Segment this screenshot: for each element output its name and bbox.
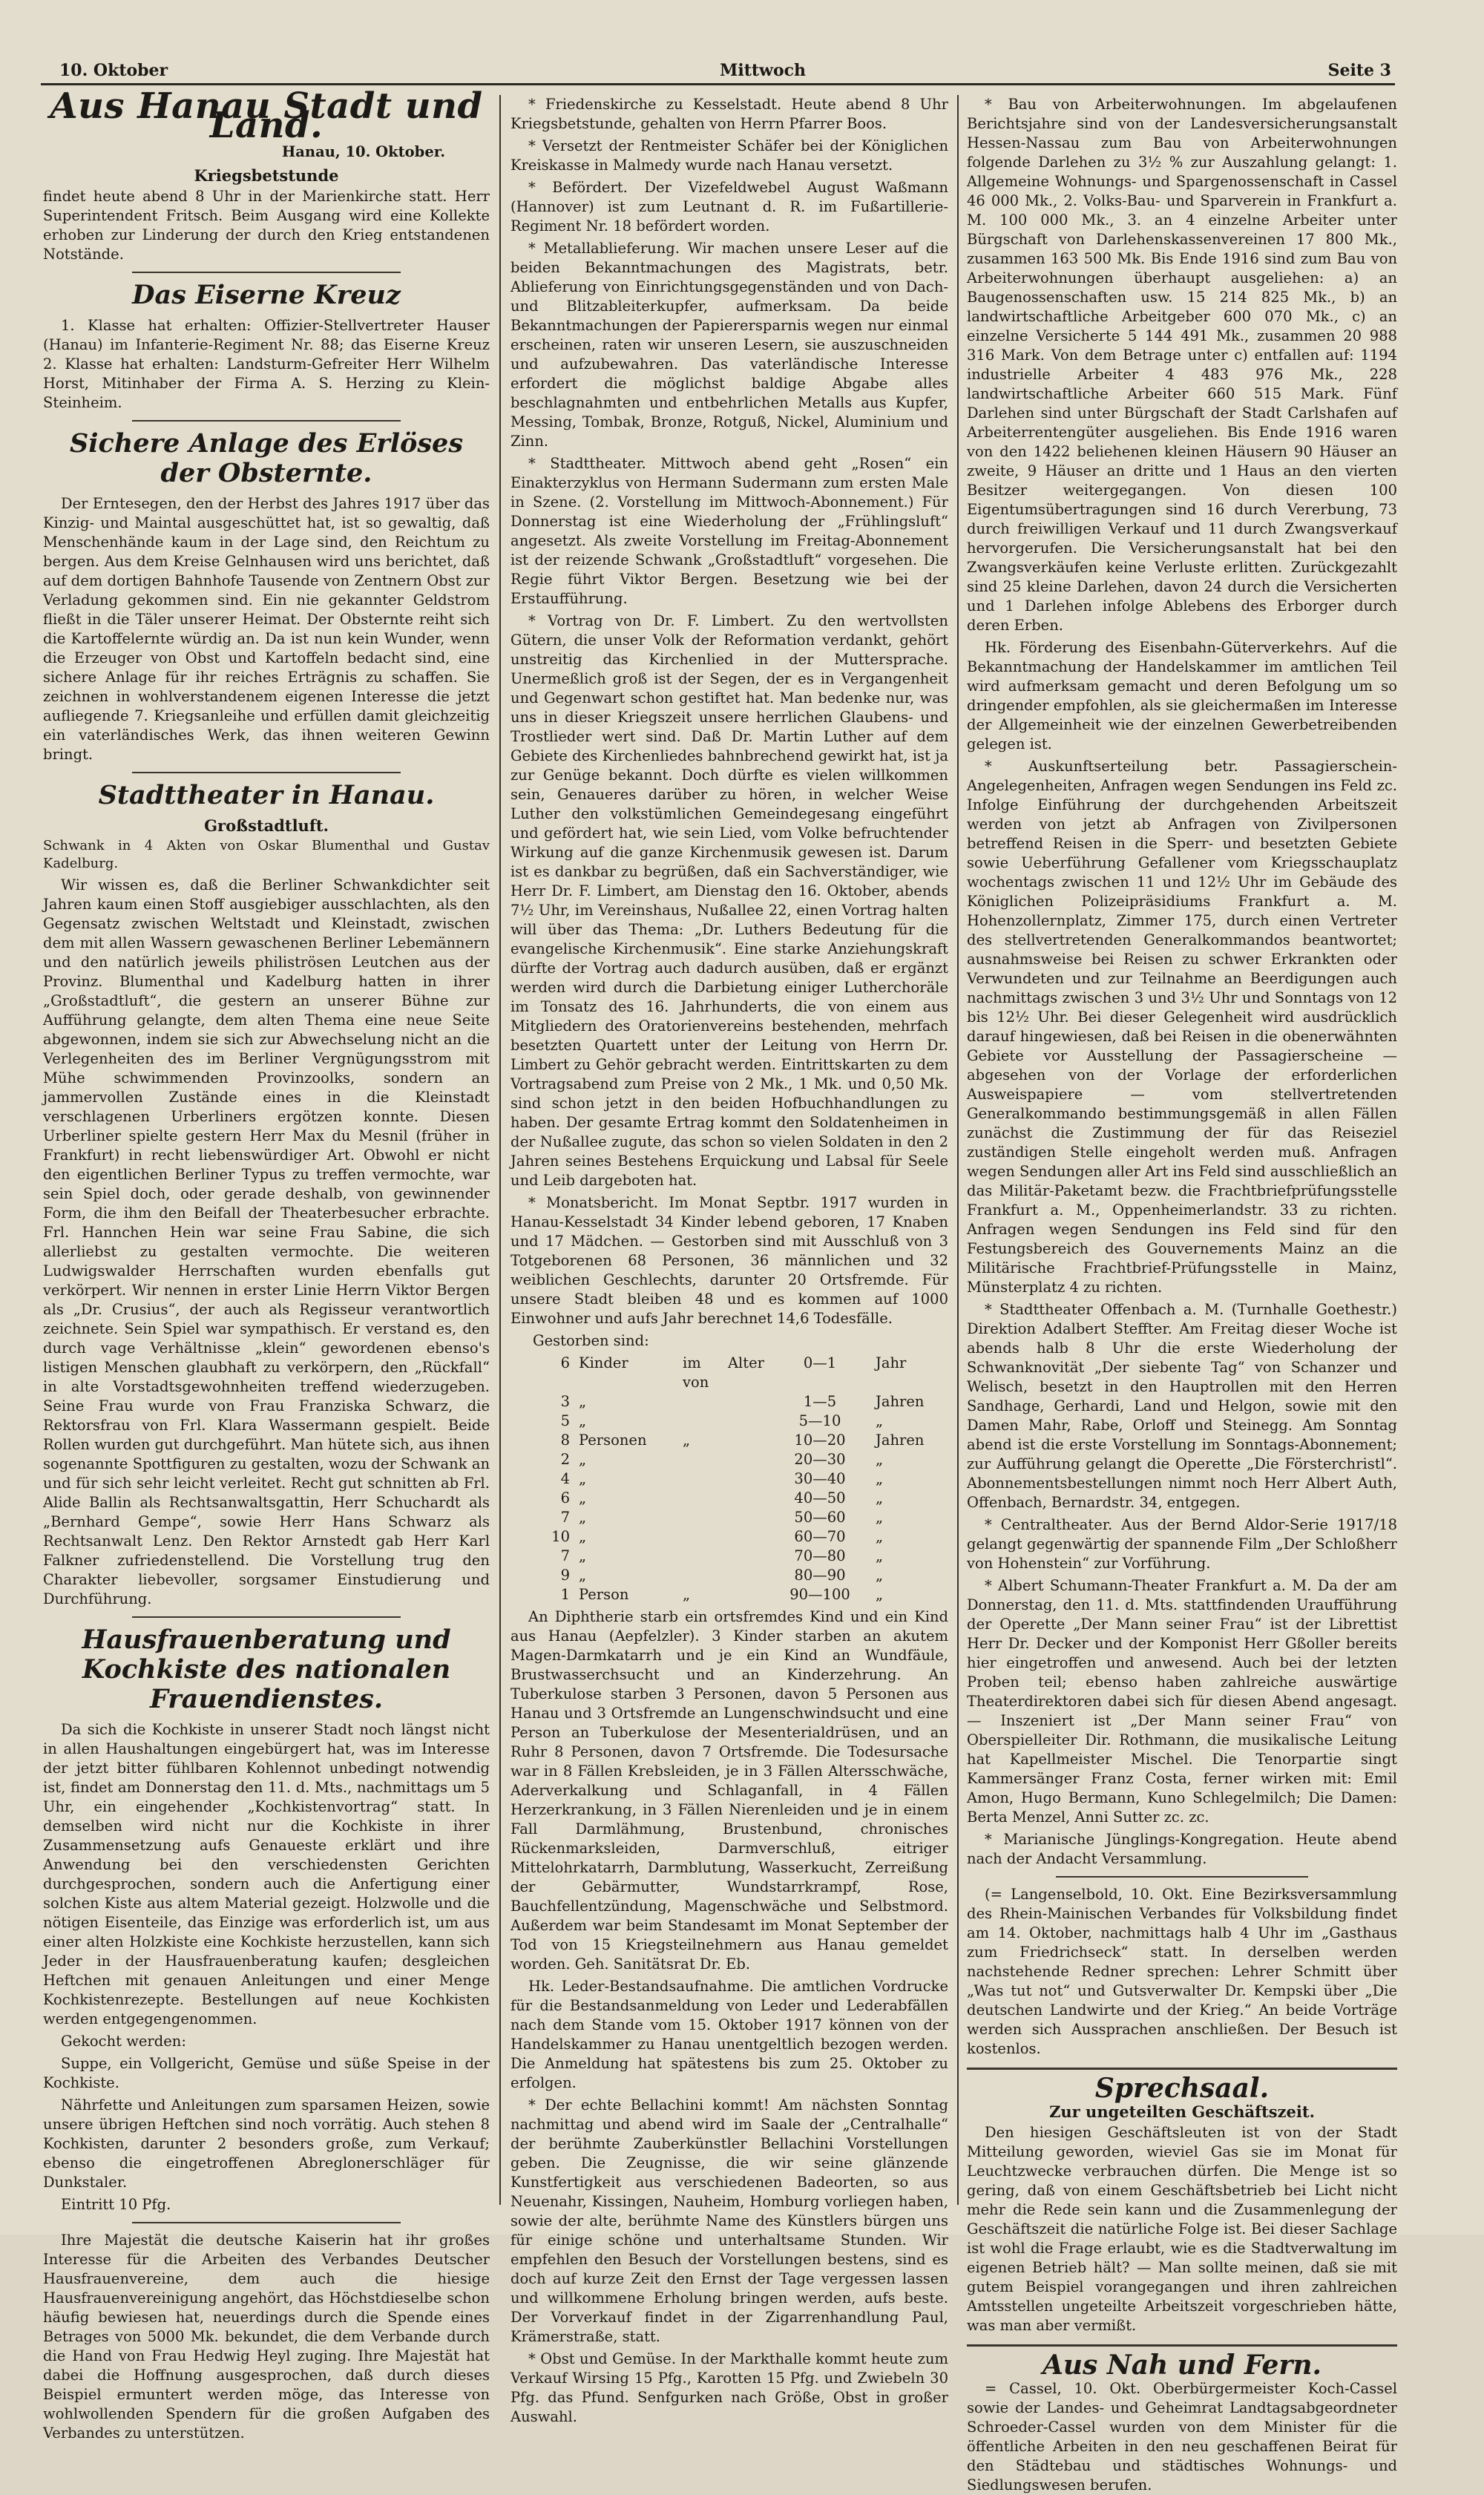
separator bbox=[132, 1616, 401, 1618]
mortality-row bbox=[533, 1566, 948, 1585]
kochkiste-heading: Hausfrauenberatung und Kochkiste des nationalen Frauendienstes. bbox=[82, 1624, 451, 1714]
stats-heading: Gestorben sind: bbox=[533, 1332, 649, 1349]
separator bbox=[132, 2222, 401, 2223]
mortality-cell: 6 bbox=[560, 1354, 570, 1371]
passagierschein-note: * Auskunftserteilung betr. Passagierschein-Angelegenheiten, Anfragen wegen Sendungen ins Feld zc. Infolge Einführung der durchgehenden Arbeitszeit werden von jetzt ab Anfragen von Zivilpersonen betreffend Reisen in die Sperr- und besetzten Gebiete sowie Ueberführung Gefallener vom Kriegsschauplatz wochentags zwischen 11 und 12½ Uhr im Gebäude des Königlichen Polizeipräsidiums Frankfurt a. M. Hohenzollernplatz, Zimmer 175, durch einen Vertreter des stellvertretenden Generalkommandos beantwortet; ausnahmsweise bei Reisen zu schwer Erkrankten oder Verwundeten und zur Teilnahme an Beerdigungen auch nachmittags zwischen 3 und 3½ Uhr und Sonntags von 12 bis 12½ Uhr. Bei dieser Gelegenheit wird ausdrücklich darauf hingewiesen, daß bei Reisen in die obenerwähnten Gebiete vor Ausstellung der Passagierscheine — abgesehen von der Vorlage der erforderlichen Ausweispapiere — vom stellvertretenden Generalkommando bestimmungsgemäß in allen Fällen zunächst die Zustimmung der für das Reiseziel zuständigen Stelle eingeholt werden muß. Anfragen wegen Sendungen aller Art ins Feld sind ausschließlich an das Militär-Paketamt bezw. die Frachtbriefprüfungsstelle Frankfurt a. M., Oppenheimerlandstr. 33 zu richten. Anfragen wegen Sendungen ins Feld sind für den Festungsbereich des Gouvernements Mainz an die Militärische Frachtbrief-Prüfungsstelle in Mainz, Münsterplatz 4 zu richten. bbox=[967, 758, 1397, 1296]
mortality-cell: 90—100 bbox=[789, 1586, 850, 1603]
stadttheater-note: * Stadttheater. Mittwoch abend geht „Rosen“ ein Einakterzyklus von Hermann Sudermann zum ersten Male in Szene. (2. Vorstellung im Mittwoch-Abonnement.) Für Donnerstag ist eine Wiederholung der „Frühlingsluft“ angesetzt. Als zweite Vorstellung im Freitag-Abonnement ist der reizende Schwank „Großstadtluft“ vorgesehen. Die Regie führt Viktor Bergen. Besetzung wie bei der Erstaufführung. bbox=[510, 455, 948, 607]
mortality-cell: „ bbox=[876, 1412, 884, 1429]
mortality-cell: 1 bbox=[560, 1586, 570, 1603]
column-1 bbox=[43, 85, 490, 2442]
mortality-cell: 9 bbox=[560, 1567, 570, 1584]
separator bbox=[967, 2344, 1397, 2347]
mortality-cell: „ bbox=[876, 1567, 884, 1584]
sprechsaal-heading: Sprechsaal. bbox=[1094, 2073, 1270, 2104]
mortality-cell: „ bbox=[579, 1470, 587, 1487]
nah-fern-text: = Cassel, 10. Okt. Oberbürgermeister Koch-Cassel sowie der Landes- und Geheimrat Landtagsabgeordneter Schroeder-Cassel wurden von dem Minister für die öffentliche Arbeiten in den neu geschaffenen Beirat für den Städtebau und städtisches Wohnungs- und Siedlungswesen berufen. bbox=[967, 2380, 1397, 2494]
mortality-cell: 50—60 bbox=[794, 1509, 846, 1526]
mortality-cell: „ bbox=[876, 1451, 884, 1468]
mortality-row bbox=[533, 1354, 948, 1392]
stadttheater-subtitle: Großstadtluft. bbox=[204, 816, 329, 835]
mortality-cell: 60—70 bbox=[794, 1528, 846, 1545]
mortality-cell: „ bbox=[579, 1509, 587, 1526]
mortality-cell: „ bbox=[579, 1489, 587, 1506]
mortality-cell bbox=[683, 1527, 764, 1547]
section-title-hanau: Aus Hanau Stadt und Land. bbox=[50, 85, 483, 146]
kongregation-note: * Marianische Jünglings-Kongregation. Heute abend nach der Andacht Versammlung. bbox=[967, 1831, 1397, 1867]
kochkiste-text-5: Eintritt 10 Pfg. bbox=[61, 2196, 171, 2213]
mortality-cell: 4 bbox=[560, 1470, 570, 1487]
befoerdert-note: * Befördert. Der Vizefeldwebel August Waßmann (Hannover) ist zum Leutnant d. R. im Fußartillerie-Regiment Nr. 18 befördert worden. bbox=[510, 179, 948, 235]
mortality-cell: „ bbox=[579, 1412, 587, 1429]
mortality-cell: Jahren bbox=[876, 1432, 925, 1449]
mortality-cell: 10—20 bbox=[794, 1432, 846, 1449]
mortality-cell: 5—10 bbox=[798, 1412, 841, 1429]
mortality-cell: „ bbox=[876, 1489, 884, 1506]
bellachini-note: * Der echte Bellachini kommt! Am nächsten Sonntag nachmittag und abend wird im Saale der „Centralhalle“ der berühmte Zauberkünstler Bellachini Vorstellungen geben. Die Zeugnisse, die wir seine glänzende Kunstfertigkeit aus verschiedenen Badeorten, so aus Neuenahr, Kissingen, Nauheim, Homburg vorliegen haben, sowie der alte, berühmte Name des Künstlers bürgen uns für einige schöne und unterhaltsame Stunden. Wir empfehlen den Besuch der Vorstellungen bestens, sind es doch auf kurze Zeit den Ernst der Tage vergessen lassen und willkommene Erholung bringen werden, aufs beste. Der Vorverkauf findet in der Zigarrenhandlung Paul, Krämerstraße, statt. bbox=[510, 2096, 948, 2345]
separator bbox=[132, 272, 401, 273]
separator bbox=[967, 2068, 1397, 2070]
langenselbold-note: (= Langenselbold, 10. Okt. Eine Bezirksversammlung des Rhein-Mainischen Verbandes für Volksbildung findet am 14. Oktober, nachmittags halb 4 Uhr im „Gasthaus zum Friedrichseck“ statt. In derselben werden nachstehende Redner sprechen: Lehrer Schmitt über „Was tut not“ und Gutsverwalter Dr. Kempski über „Die deutschen Landwirte und der Krieg.“ An beide Vorträge werden sich Aussprachen anschließen. Der Besuch ist kostenlos. bbox=[967, 1886, 1397, 2057]
mortality-cell: „ bbox=[876, 1586, 884, 1603]
mortality-row bbox=[533, 1450, 948, 1469]
gueterverkehr-note: Hk. Förderung des Eisenbahn-Güterverkehrs. Auf die Bekanntmachung der Handelskammer im amtlichen Teil wird aufmerksam gemacht und deren Befolgung um so dringender empfohlen, als sie gleichermaßen im Interesse der Allgemeinheit wie der einzelnen Gewerbetreibenden gelegen ist. bbox=[967, 639, 1397, 753]
mortality-row bbox=[533, 1469, 948, 1489]
friedenskirche-note: * Friedenskirche zu Kesselstadt. Heute abend 8 Uhr Kriegsbetstunde, gehalten von Herrn Pfarrer Boos. bbox=[510, 96, 948, 132]
mortality-row bbox=[533, 1412, 948, 1431]
kaiserin-text: Ihre Majestät die deutsche Kaiserin hat ihr großes Interesse für die Arbeiten des Verbandes Deutscher Hausfrauenvereine, dem auch die hiesige Hausfrauenvereinigung angehört, das Höchstdieselbe schon häufig bewiesen hat, neuerdings durch die Spende eines Betrages von 5000 Mk. bekundet, die dem Verbande durch die Hand von Frau Hedwig Heyl zuging. Ihre Majestät hat dabei die Hoffnung ausgesprochen, daß durch dieses Beispiel ermuntert werden möge, das Interesse von wohlwollenden Spendern für die großen Aufgaben des Verbandes zu unterstützen. bbox=[43, 2232, 490, 2442]
eisernes-kreuz-text: 1. Klasse hat erhalten: Offizier-Stellvertreter Hauser (Hanau) im Infanterie-Regiment Nr. 88; das Eiserne Kreuz 2. Klasse hat erhalten: Landsturm-Gefreiter Herr Wilhelm Horst, Mitinhaber der Firma A. S. Herzing zu Klein-Steinheim. bbox=[43, 317, 490, 411]
mortality-cell: 5 bbox=[560, 1412, 570, 1429]
mortality-cell: 2 bbox=[560, 1451, 570, 1468]
mortality-cell: „ bbox=[579, 1547, 587, 1564]
obsternte-text: Der Erntesegen, den der Herbst des Jahres 1917 über das Kinzig- und Maintal ausgeschüttet hat, ist so gewaltig, daß Menschenhände kaum in der Lage sind, den Reichtum zu bergen. Aus dem Kreise Gelnhausen wird uns berichtet, daß auf dem dortigen Bahnhofe Tausende von Zentnern Obst zur Verladung gekommen sind. Ein nie gekannter Geldstrom fließt in die Täler unserer Heimat. Der Obsternte reiht sich die Kartoffelernte würdig an. Da ist nun kein Wunder, wenn die Erzeuger von Obst und Kartoffeln bedacht sind, eine sichere Anlage für ihr reiches Erträgnis zu schaffen. Sie zeichnen in wohlverstandenem eigenen Interesse die jetzt aufliegende 7. Kriegsanleihe und erfüllen damit gleichzeitig ein vaterländisches Werk, das ihnen weiteren Gewinn bringt. bbox=[43, 495, 490, 763]
mortality-row bbox=[533, 1431, 948, 1450]
mortality-cell: „ bbox=[579, 1567, 587, 1584]
mortality-cell: Personen bbox=[579, 1432, 647, 1449]
mortality-cell: 80—90 bbox=[794, 1567, 846, 1584]
nah-fern-heading: Aus Nah und Fern. bbox=[1042, 2350, 1322, 2381]
mortality-cell: Jahren bbox=[876, 1393, 925, 1410]
kochkiste-text-4: Nährfette und Anleitungen zum sparsamen Heizen, sowie unsere übrigen Heftchen sind noch vorrätig. Auch stehen 8 Kochkisten, darunter 2 besonders große, zum Verkauf; ebenso die eingetroffenen Abreglonerschläger für Dunkstaler. bbox=[43, 2096, 490, 2191]
page-header bbox=[59, 61, 1391, 80]
kriegsbetstunde-heading: Kriegsbetstunde bbox=[194, 166, 339, 185]
mortality-cell bbox=[683, 1489, 764, 1508]
mortality-cell: „ bbox=[579, 1528, 587, 1545]
mortality-row bbox=[533, 1527, 948, 1547]
mortality-cell: Kinder bbox=[579, 1354, 628, 1371]
header-page-number: Seite 3 bbox=[1327, 61, 1391, 80]
mortality-cell: 30—40 bbox=[794, 1470, 846, 1487]
mortality-cell: 40—50 bbox=[794, 1489, 846, 1506]
mortality-row bbox=[533, 1489, 948, 1508]
mortality-row bbox=[533, 1392, 948, 1412]
vortrag-limbert-note: * Vortrag von Dr. F. Limbert. Zu den wertvollsten Gütern, die unser Volk der Reformation verdankt, gehört unstreitig das Kirchenlied in der Muttersprache. Unermeßlich groß ist der Segen, der es in Vergangenheit und Gegenwart schon gestiftet hat. Man bedenke nur, was uns in dieser Kriegszeit unsere herrlichen Glaubens- und Trostlieder wert sind. Daß Dr. Martin Luther auf dem Gebiete des Kirchenliedes bahnbrechend gewirkt hat, ist ja zur Genüge bekannt. Doch dürfte es vielen willkommen sein, Genaueres darüber zu hören, in welcher Weise Luther den volkstümlichen Gemeindegesang eingeführt und gefördert hat, wie sein Lied, vom Volke befruchtender Wirkung auf die ganze Kirchenmusik gewesen ist. Darum ist es dankbar zu begrüßen, daß ein Sachverständiger, wie Herr Dr. F. Limbert, am Dienstag den 16. Oktober, abends 7½ Uhr, im Vereinshaus, Nußallee 22, einen Vortrag halten will über das Thema: „Dr. Luthers Bedeutung für die evangelische Kirchenmusik“. Eine starke Anziehungskraft dürfte der Vortrag auch dadurch ausüben, daß er ergänzt werden wird durch die Darbietung einiger Lutherchoräle im Tonsatz des 16. Jahrhunderts, die von einem aus Mitgliedern des Oratorienvereins bestehenden, mehrfach besetzten Quartett unter der Leitung von Herrn Dr. Limbert zu Gehör gebracht werden. Eintrittskarten zu dem Vortragsabend zum Preise von 2 Mk., 1 Mk. und 0,50 Mk. sind schon jetzt in den beiden Hofbuchhandlungen zu haben. Der gesamte Ertrag kommt den Soldatenheimen in der Nußallee zugute, das schon so vielen Soldaten in den 2 Jahren seines Bestehens Erquickung und Labsal für Seele und Leib dargeboten hat. bbox=[510, 612, 948, 1189]
header-date: 10. Oktober bbox=[59, 61, 168, 80]
mortality-cell bbox=[683, 1508, 764, 1527]
column-2 bbox=[510, 95, 948, 2425]
stadttheater-byline: Schwank in 4 Akten von Oskar Blumenthal und Gustav Kadelburg. bbox=[43, 838, 490, 871]
mortality-cell: 7 bbox=[560, 1509, 570, 1526]
separator bbox=[132, 772, 401, 773]
dateline: Hanau, 10. Oktober. bbox=[281, 143, 445, 160]
mortality-cell: 70—80 bbox=[794, 1547, 846, 1564]
stadttheater-heading: Stadttheater in Hanau. bbox=[98, 780, 435, 810]
mortality-cell: „ bbox=[876, 1509, 884, 1526]
mortality-cell: 3 bbox=[560, 1393, 570, 1410]
mortality-cell: „ bbox=[579, 1451, 587, 1468]
mortality-cell bbox=[683, 1547, 764, 1566]
mortality-cell: Jahr bbox=[876, 1354, 907, 1371]
mortality-cell: im Alter von bbox=[683, 1354, 764, 1391]
sprechsaal-text: Den hiesigen Geschäftsleuten ist von der Stadt Mitteilung geworden, wieviel Gas sie im Monat für Leuchtzwecke verbrauchen dürfen. Die Menge ist so gering, daß von einem Geschäftsbetrieb bei Licht nicht mehr die Rede sein kann und die Zusammenlegung der Geschäftszeit die natürliche Folge ist. Bei dieser Sachlage ist wohl die Frage erlaubt, wie es die Stadtverwaltung im eigenen Betrieb hält? — Man sollte meinen, daß sie mit gutem Beispiel vorangegangen und ihren zahlreichen Amtsstellen ungeteilte Arbeitszeit vorgeschrieben hätte, was man aber vermißt. bbox=[967, 2124, 1397, 2334]
kochkiste-text-1: Da sich die Kochkiste in unserer Stadt noch längst nicht in allen Haushaltungen eingebürgert hat, was im Interesse der jetzt bitter fühlbaren Kohlennot unbedingt notwendig ist, findet am Donnerstag den 11. d. Mts., nachmittags um 5 Uhr, ein eingehender „Kochkistenvortrag“ statt. In demselben wird nicht nur die Kochkiste in ihrer Zusammensetzung aufs Genaueste erklärt und ihre Anwendung bei den verschiedensten Gerichten durchgesprochen, sondern auch die Anfertigung einer solchen Kiste aus altem Material gezeigt. Holzwolle und die nötigen Eisenteile, das Einzige was erforderlich ist, um aus einer alten Holzkiste eine Kochkiste herzustellen, kann sich Jeder in der Hausfrauenberatung kaufen; desgleichen Heftchen mit genauen Anleitungen und einer Menge Kochkistenrezepte. Bestellungen auf neue Kochkisten werden entgegengenommen. bbox=[43, 1721, 490, 2027]
mortality-cell: 8 bbox=[560, 1432, 570, 1449]
stadttheater-review: Wir wissen es, daß die Berliner Schwankdichter seit Jahren kaum einen Stoff ausgiebiger ausschlachten, als den Gegensatz zwischen Weltstadt und Kleinstadt, zwischen dem mit allen Wassern gewaschenen Berliner Lebemännern und den natürlich jeweils philiströsen Leutchen aus der Provinz. Blumenthal und Kadelburg hatten in ihrer „Großstadtluft“, die gestern an unserer Bühne zur Aufführung gelangte, dem alten Thema eine neue Seite abgewonnen, indem sie sich zur Abwechselung nicht an die Verlegenheiten des im Berliner Vergnügungsstrom mit Mühe schwimmenden Provinzoolks, sondern an jammervollen Zustände eines in die Kleinstadt verschlagenen Urberliners ergötzen konnte. Diesen Urberliner spielte gestern Herr Max du Mesnil (früher in Frankfurt) in recht liebenswürdiger Art. Obwohl er nicht den eigentlichen Berliner Typus zu treffen vermochte, war sein Spiel doch, oder gerade deshalb, von gewinnender Form, die ihm den Beifall der Theaterbesucher erbrachte. Frl. Hannchen Hein war seine Frau Sabine, die sich allerliebst zu gestalten vermochte. Die weiteren Ludwigswalder Herrschaften wurden ebenfalls gut verkörpert. Wir nennen in erster Linie Herrn Viktor Bergen als „Dr. Crusius“, der auch als Regisseur verantwortlich zeichnete. Sein Spiel war sympathisch. Er verstand es, den durch vage Verhältnisse „klein“ gewordenen ebenso's listigen Menschen glaubhaft zu verkörpern, den „Rückfall“ in alte Vorstadtsgewohnheiten treffend wiederzugeben. Seine Frau wurde von Frau Franziska Schwarz, die Rektorsfrau von Frl. Klara Wassermann gespielt. Beide Rollen wurden gut durchgeführt. Man hütete sich, aus ihnen sogenannte Spottfiguren zu gestalten, wozu der Schwank an und für sich sehr leicht verleitet. Recht gut schnitten ab Frl. Alide Ballin als Rechtsanwaltsgattin, Herr Schuchardt als „Bernhard Gempe“, sowie Herr Hans Schwarz als Rechtsanwalt Lenz. Den Rektor Arnstedt gab Herr Karl Falkner zufriedenstellend. Die Vorstellung trug den Charakter liebevoller, sorgsamer Einstudierung und Durchführung. bbox=[43, 876, 490, 1607]
stadttheater-offenbach-note: * Stadttheater Offenbach a. M. (Turnhalle Goethestr.) Direktion Adalbert Steffter. Am Freitag dieser Woche ist abends halb 8 Uhr die erste Wiederholung der Schwanknovität „Der siebente Tag“ von Schanzer und Welisch, besetzt in den Hauptrollen mit den Herren Sandhage, Gerhardi, Land und Helgon, sowie mit den Damen Mahr, Rabe, Orloff und Steinegg. Am Sonntag abend ist die erste Vorstellung im Sonntags-Abonnement; zur Aufführung gelangt die Operette „Die Försterchristl“. Abonnementsbestellungen nimmt noch Herr Albert Auth, Offenbach, Bernardstr. 34, entgegen. bbox=[967, 1301, 1397, 1511]
mortality-cell bbox=[683, 1566, 764, 1585]
column-divider-2 bbox=[957, 95, 959, 2205]
versetzt-note: * Versetzt der Rentmeister Schäfer bei der Königlichen Kreiskasse in Malmedy wurde nach Hanau versetzt. bbox=[510, 137, 948, 174]
eisernes-kreuz-heading: Das Eiserne Kreuz bbox=[132, 280, 401, 310]
mortality-row bbox=[533, 1508, 948, 1527]
leder-bestandsaufnahme-note: Hk. Leder-Bestandsaufnahme. Die amtlichen Vordrucke für die Bestandsanmeldung von Leder und Lederabfällen nach dem Stande vom 15. Oktober 1917 können von der Handelskammer zu Hanau unentgeltlich bezogen werden. Die Anmeldung hat spätestens bis zum 25. Oktober zu erfolgen. bbox=[510, 1978, 948, 2091]
obsternte-heading: Sichere Anlage des Erlöses der Obsternte. bbox=[69, 428, 464, 488]
mortality-cell: „ bbox=[579, 1393, 587, 1410]
sprechsaal-subtitle: Zur ungeteilten Geschäftszeit. bbox=[1049, 2102, 1315, 2121]
mortality-cell bbox=[683, 1469, 764, 1489]
mortality-cell: Person bbox=[579, 1586, 629, 1603]
metallablieferung-note: * Metallablieferung. Wir machen unsere Leser auf die beiden Bekanntmachungen des Magistrats, betr. Ablieferung von Einrichtungsgegenständen und von Dach- und Blitzableiterkupfer, aufmerksam. Da beide Bekanntmachungen der Papierersparnis wegen nur einmal erscheinen, raten wir unseren Lesern, sie auszuschneiden und aufzubewahren. Das vaterländische Interesse erfordert die möglichst baldige Abgabe alles beschlagnahmten und entbehrlichen Metalls aus Kupfer, Messing, Tombak, Bronze, Rotguß, Nickel, Aluminium und Zinn. bbox=[510, 240, 948, 450]
mortality-row bbox=[533, 1547, 948, 1566]
monatsbericht-note: * Monatsbericht. Im Monat Septbr. 1917 wurden in Hanau-Kesselstadt 34 Kinder lebend geboren, 17 Knaben und 17 Mädchen. — Gestorben sind mit Ausschluß von 3 Totgeborenen 68 Personen, 36 männlichen und 32 weiblichen Geschlechts, darunter 20 Ortsfremde. Für unsere Stadt bleiben 48 und es kommen auf 1000 Einwohner und aufs Jahr berechnet 14,6 Todesfälle. bbox=[510, 1194, 948, 1327]
obst-gemuese-note: * Obst und Gemüse. In der Markthalle kommt heute zum Verkauf Wirsing 15 Pfg., Karotten 15 Pfg. und Zwiebeln 30 Pfg. das Pfund. Senfgurken nach Größe, Obst in großer Auswahl. bbox=[510, 2350, 948, 2425]
mortality-cell bbox=[683, 1450, 764, 1469]
arbeiterwohnungen-note: * Bau von Arbeiterwohnungen. Im abgelaufenen Berichtsjahre sind von der Landesversicherungsanstalt Hessen-Nassau zum Bau von Arbeiterwohnungen folgende Darlehen zu 3½ % zur Auszahlung gelangt: 1. Allgemeine Wohnungs- und Spargenossenschaft in Cassel 46 000 Mk., 2. Volks-Bau- und Sparverein in Frankfurt a. M. 100 000 Mk., 3. an 4 einzelne Arbeiter unter Bürgschaft von Darlehenskassenvereinen 17 800 Mk., zusammen 163 500 Mk. Bis Ende 1916 sind zum Bau von Arbeiterwohnungen überhaupt ausgeliehen: a) an Baugenossenschaften usw. 15 214 825 Mk., b) an landwirtschaftliche Arbeitgeber 600 070 Mk., c) an einzelne Versicherte 5 144 491 Mk., zusammen 20 988 316 Mark. Von dem Betrage unter c) entfallen auf: 1194 industrielle Arbeiter 4 483 976 Mk., 228 landwirtschaftliche Arbeiter 660 515 Mark. Fünf Darlehen sind unter Bürgschaft der Stadt Carlshafen auf Arbeiterrentengüter ausgeliehen. Bis Ende 1916 waren von den 1422 beliehenen kleinen Häusern 90 Häuser an zweite, 9 Häuser an dritte und 1 Haus an den vierten Besitzer weitergegangen. Von diesen 100 Eigentumsübertragungen sind 16 durch Vererbung, 73 durch freiwilligen Verkauf und 11 durch Zwangsverkauf hervorgerufen. Die Versicherungsanstalt hat bei den Zwangsverkäufen keine Verluste erlitten. Zurückgezahlt sind 25 kleine Darlehen, davon 24 durch die Versicherten und 1 Darlehen infolge Ablebens des Erborger durch deren Erben. bbox=[967, 96, 1397, 634]
mortality-cell: „ bbox=[876, 1547, 884, 1564]
mortality-cell: 7 bbox=[560, 1547, 570, 1564]
centraltheater-note: * Centraltheater. Aus der Bernd Aldor-Serie 1917/18 gelangt gegenwärtig der spannende Film „Der Schloßherr von Hohenstein“ zur Vorführung. bbox=[967, 1516, 1397, 1572]
mortality-cell: „ bbox=[876, 1470, 884, 1487]
kochkiste-text-2: Gekocht werden: bbox=[61, 2033, 186, 2050]
column-3 bbox=[967, 95, 1397, 2494]
mortality-cell: 20—30 bbox=[794, 1451, 846, 1468]
mortality-row bbox=[533, 1585, 948, 1604]
mortality-cell bbox=[683, 1412, 764, 1431]
kriegsbetstunde-text: findet heute abend 8 Uhr in der Marienkirche statt. Herr Superintendent Fritsch. Beim Ausgang wird eine Kollekte erhoben zur Linderung der durch den Krieg entstandenen Notstände. bbox=[43, 188, 490, 263]
todesursachen-note: An Diphtherie starb ein ortsfremdes Kind und ein Kind aus Hanau (Aepfelzler). 3 Kinder starben an akutem Magen-Darmkatarrh und je ein Kind an Wundfäule, Brustwasserchsucht und an Kinderzehrung. An Tuberkulose starben 3 Personen, davon 5 Personen aus Hanau und 3 Ortsfremde an Lungenschwindsucht und eine Person an Tuberkulose der Mesenterialdrüsen, und an Ruhr 8 Personen, davon 7 Ortsfremde. Die Todesursache war in 8 Fällen Krebsleiden, je in 3 Fällen Altersschwäche, Aderverkalkung und Schlaganfall, in 4 Fällen Herzerkrankung, in 3 Fällen Nierenleiden und je in einem Fall Darmlähmung, Brustenbund, chronisches Rückenmarksleiden, Darmverschluß, eitriger Mittelohrkatarrh, Darmblutung, Wasserkucht, Zerreißung der Gebärmutter, Wundstarrkrampf, Rose, Bauchfellentzündung, Magenschwäche und Selbstmord. Außerdem war beim Standesamt im Monat September der Tod von 15 Kriegsteilnehmern aus Hanau gemeldet worden. Geh. Sanitätsrat Dr. Eb. bbox=[510, 1608, 948, 1973]
header-weekday: Mittwoch bbox=[720, 61, 807, 80]
separator bbox=[1056, 1876, 1308, 1878]
mortality-cell: 6 bbox=[560, 1489, 570, 1506]
mortality-cell: „ bbox=[683, 1432, 691, 1449]
column-divider-1 bbox=[499, 95, 501, 2205]
kochkiste-text-3: Suppe, ein Vollgericht, Gemüse und süße Speise in der Kochkiste. bbox=[43, 2055, 490, 2091]
mortality-table bbox=[533, 1354, 948, 1604]
schumann-theater-note: * Albert Schumann-Theater Frankfurt a. M. Da der am Donnerstag, den 11. d. Mts. stattfindenden Uraufführung der Operette „Der Mann seiner Frau“ ist der Librettist Herr Dr. Decker und der Komponist Herr Gßoller bereits hier eingetroffen und anwesend. Auch bei der letzten Proben teil; ebenso haben zahlreiche auswärtige Theaterdirektoren dabei sich für diesen Abend angesagt. — Inszeniert ist „Der Mann seiner Frau“ von Oberspielleiter Dir. Rothmann, die musikalische Leitung hat Kapellmeister Mischel. Die Tenorpartie singt Kammersänger Franz Costa, ferner wirken mit: Emil Amon, Hugo Bermann, Kuno Schlegelmilch; Die Damen: Berta Menzel, Anni Sutter zc. zc. bbox=[967, 1577, 1397, 1826]
mortality-cell bbox=[683, 1392, 764, 1412]
mortality-cell: 0—1 bbox=[803, 1354, 837, 1371]
mortality-cell: „ bbox=[683, 1586, 691, 1603]
mortality-cell: „ bbox=[876, 1528, 884, 1545]
mortality-cell: 10 bbox=[551, 1528, 570, 1545]
separator bbox=[132, 420, 401, 422]
mortality-cell: 1—5 bbox=[803, 1393, 837, 1410]
